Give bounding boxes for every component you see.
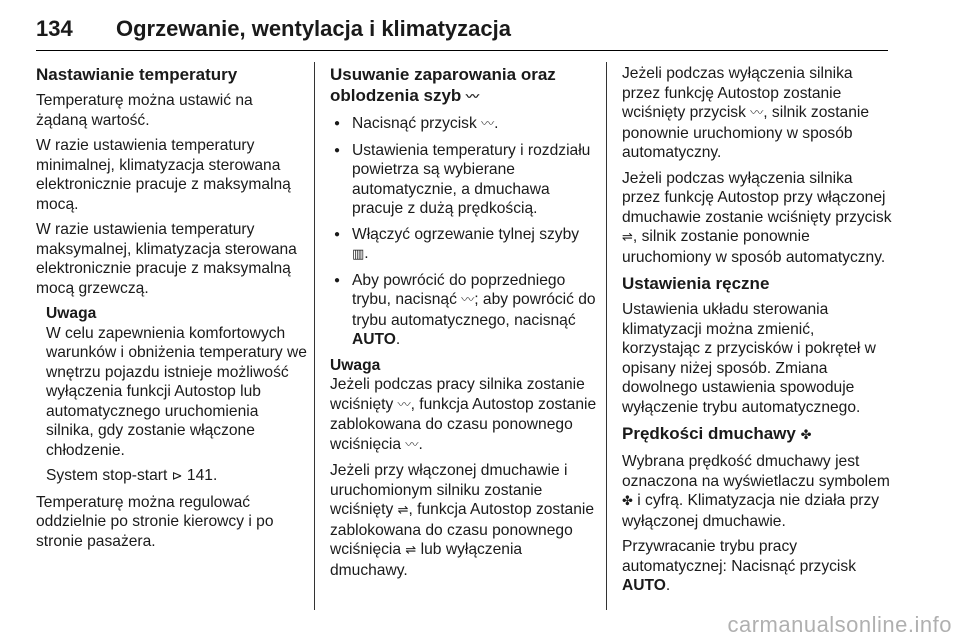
column-divider [606, 62, 607, 610]
rear-defrost-icon: ▥ [352, 247, 365, 262]
watermark: carmanualsonline.info [727, 612, 952, 637]
paragraph: Temperaturę można ustawić na żądaną wartość. [36, 92, 253, 129]
note-text: Jeżeli przy włączonej dmuchawie i uruchomionym silniku zostanie wciśnięty ⇌, funkcja Autostop zostanie zablokowana do czasu ponownego wciśnięcia ⇌ lub wyłączenia dmuchawy. [330, 462, 595, 579]
paragraph: Wybrana prędkość dmuchawy jest oznaczona na wyświetlaczu symbolem ✤ i cyfrą. Klimatyzacja nie działa przy wyłączonej dmuchawie. [622, 453, 890, 530]
defrost-icon: 〰 [481, 117, 495, 132]
note-text: Jeżeli podczas pracy silnika zostanie wciśnięty 〰, funkcja Autostop zostanie zablokowana do czasu ponownego wciśnięcia 〰. [330, 376, 597, 453]
page-ref-arrow-icon: ⊳ [171, 469, 183, 484]
column-1 [36, 64, 308, 557]
defrost-icon: 〰 [461, 293, 475, 308]
fan-icon: ✤ [800, 428, 812, 443]
defrost-icon: 〰 [405, 437, 419, 453]
list-item: ● Nacisnąć przycisk 〰. [330, 114, 598, 135]
page-ref-link[interactable]: 141. [186, 467, 218, 484]
note-block [36, 304, 308, 487]
paragraph: Temperaturę można regulować oddzielnie po stronie kierowcy i po stronie pasażera. [36, 493, 274, 550]
page-number: 134 [36, 16, 73, 41]
paragraph: Jeżeli podczas wyłączenia silnika przez funkcję Autostop zostanie wciśnięty przycisk 〰, silnik zostanie ponownie uruchomiony w sposób automatyczny. [622, 65, 870, 161]
chapter-title: Ogrzewanie, wentylacja i klimatyzacja [116, 16, 511, 41]
paragraph: Przywracanie trybu pracy automatycznej: Nacisnąć przycisk AUTO. [622, 538, 856, 594]
autostop-icon: ⇌ [622, 230, 633, 245]
column-3 [622, 64, 894, 602]
defrost-icon: 〰 [397, 397, 411, 413]
defrost-icon: 〰 [750, 106, 764, 121]
paragraph: W razie ustawienia temperatury maksymalnej, klimatyzacja sterowana elektronicznie pracuje z maksymalną mocą grzewczą. [36, 221, 297, 297]
paragraph: W razie ustawienia temperatury minimalnej, klimatyzacja sterowana elektronicznie pracuje z maksymalną mocą. [36, 137, 291, 213]
fan-icon: ✤ [622, 494, 633, 509]
note-text: W celu zapewnienia komfortowych warunków i obniżenia temperatury we wnętrzu pojazdu istnieje możliwość wyłączenia funkcji Autostop lub automatycznego uruchomienia silnika, gdy zostanie włączone chłodzenie. [46, 324, 307, 459]
column-2 [330, 64, 598, 586]
note-reference: System stop-start ⊳ 141. [46, 467, 218, 484]
list-item: ● Włączyć ogrzewanie tylnej szyby ▥. [330, 225, 598, 265]
note-title: Uwaga [330, 356, 381, 374]
section-heading-fan: Prędkości dmuchawy ✤ [622, 424, 812, 443]
defrost-icon: 〰 [466, 90, 480, 105]
page-header [36, 14, 888, 51]
section-heading-manual: Ustawienia ręczne [622, 274, 770, 293]
section-heading-defrost: Usuwanie zaparowania oraz oblodzenia szyb 〰 [330, 65, 556, 105]
column-divider [314, 62, 315, 610]
autostop-icon: ⇌ [405, 543, 417, 558]
list-item: ● Ustawienia temperatury i rozdziału powietrza są wybierane automatycznie, a dmuchawa pracuje z dużą prędkością. [330, 141, 598, 219]
auto-label: AUTO [352, 331, 396, 348]
list-item: ● Aby powrócić do poprzedniego trybu, nacisnąć 〰; aby powrócić do trybu automatycznego, nacisnąć AUTO. [330, 271, 598, 350]
section-heading-temperature: Nastawianie temperatury [36, 65, 238, 84]
auto-label: AUTO [622, 577, 666, 594]
autostop-icon: ⇌ [397, 503, 409, 518]
paragraph: Ustawienia układu sterowania klimatyzacji można zmienić, korzystając z przycisków i pokręteł w opisany niżej sposób. Zmiana dowolnego ustawienia spowoduje wyłączenie trybu automatycznego. [622, 301, 876, 416]
note-title: Uwaga [46, 305, 97, 322]
paragraph: Jeżeli podczas wyłączenia silnika przez funkcję Autostop przy włączonej dmuchawie zostanie wciśnięty przycisk ⇌, silnik zostanie ponownie uruchomiony w sposób automatyczny. [622, 169, 892, 266]
